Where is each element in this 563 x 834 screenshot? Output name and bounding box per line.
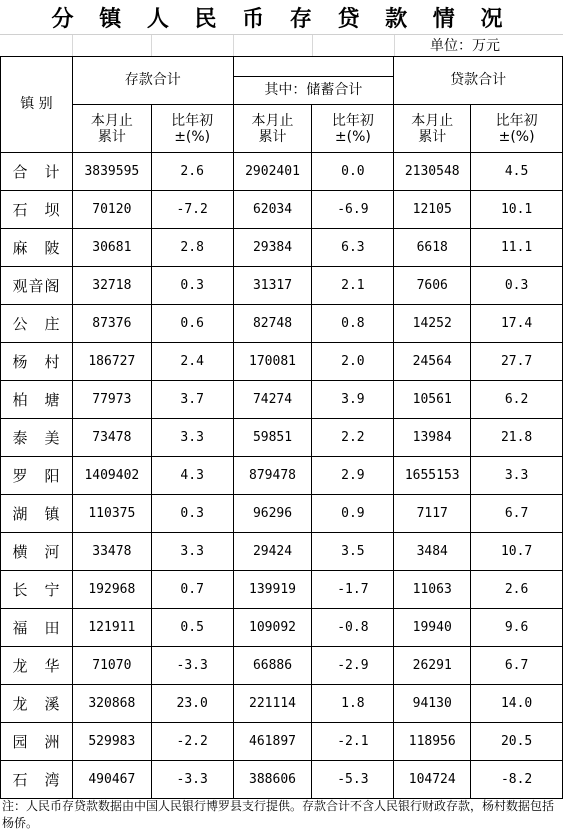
deposit-change-cell: 3.3 bbox=[151, 533, 233, 571]
loan-cell: 19940 bbox=[394, 609, 471, 647]
header-blank bbox=[233, 57, 394, 77]
deposit-change-cell: -2.2 bbox=[151, 723, 233, 761]
town-cell: 福 田 bbox=[1, 609, 73, 647]
header-sav-change: 比年初 ±(%) bbox=[312, 105, 394, 153]
loan-cell: 10561 bbox=[394, 381, 471, 419]
deposit-cell: 490467 bbox=[72, 761, 151, 799]
header-loan-total: 贷款合计 bbox=[394, 57, 563, 105]
savings-change-cell: -5.3 bbox=[312, 761, 394, 799]
town-cell: 合 计 bbox=[1, 153, 73, 191]
deposit-change-cell: 2.4 bbox=[151, 343, 233, 381]
deposit-change-cell: 3.3 bbox=[151, 419, 233, 457]
header-dep-change: 比年初 ±(%) bbox=[151, 105, 233, 153]
table-row bbox=[1, 761, 563, 799]
savings-change-cell: 2.2 bbox=[312, 419, 394, 457]
header-sav-cumulative: 本月止 累计 bbox=[233, 105, 312, 153]
deposit-change-cell: 0.5 bbox=[151, 609, 233, 647]
savings-change-cell: 3.9 bbox=[312, 381, 394, 419]
deposit-cell: 186727 bbox=[72, 343, 151, 381]
header-dep-cumulative: 本月止 累计 bbox=[72, 105, 151, 153]
savings-change-cell: 3.5 bbox=[312, 533, 394, 571]
savings-change-cell: 2.1 bbox=[312, 267, 394, 305]
header-loan-change: 比年初 ±(%) bbox=[471, 105, 563, 153]
deposit-cell: 192968 bbox=[72, 571, 151, 609]
loan-cell: 6618 bbox=[394, 229, 471, 267]
town-cell: 龙 华 bbox=[1, 647, 73, 685]
deposit-change-cell: 0.3 bbox=[151, 267, 233, 305]
town-cell: 罗 阳 bbox=[1, 457, 73, 495]
header-deposit-total: 存款合计 bbox=[72, 57, 233, 105]
loan-change-cell: 6.2 bbox=[471, 381, 563, 419]
deposit-cell: 320868 bbox=[72, 685, 151, 723]
savings-cell: 461897 bbox=[233, 723, 312, 761]
loan-cell: 94130 bbox=[394, 685, 471, 723]
loan-change-cell: 14.0 bbox=[471, 685, 563, 723]
deposit-change-cell: -7.2 bbox=[151, 191, 233, 229]
savings-change-cell: 6.3 bbox=[312, 229, 394, 267]
town-cell: 柏 塘 bbox=[1, 381, 73, 419]
loan-cell: 11063 bbox=[394, 571, 471, 609]
table-row bbox=[1, 153, 563, 191]
deposit-cell: 77973 bbox=[72, 381, 151, 419]
loan-change-cell: 11.1 bbox=[471, 229, 563, 267]
loan-change-cell: 3.3 bbox=[471, 457, 563, 495]
town-cell: 观音阁 bbox=[1, 267, 73, 305]
table-row bbox=[1, 533, 563, 571]
savings-change-cell: -6.9 bbox=[312, 191, 394, 229]
loan-change-cell: 20.5 bbox=[471, 723, 563, 761]
town-cell: 横 河 bbox=[1, 533, 73, 571]
loan-change-cell: 17.4 bbox=[471, 305, 563, 343]
deposit-change-cell: -3.3 bbox=[151, 647, 233, 685]
table-row bbox=[1, 571, 563, 609]
savings-cell: 31317 bbox=[233, 267, 312, 305]
savings-change-cell: -1.7 bbox=[312, 571, 394, 609]
deposit-change-cell: 3.7 bbox=[151, 381, 233, 419]
savings-cell: 2902401 bbox=[233, 153, 312, 191]
data-table bbox=[0, 56, 563, 799]
loan-cell: 7606 bbox=[394, 267, 471, 305]
table-row bbox=[1, 647, 563, 685]
savings-cell: 82748 bbox=[233, 305, 312, 343]
savings-change-cell: -0.8 bbox=[312, 609, 394, 647]
savings-change-cell: 0.0 bbox=[312, 153, 394, 191]
deposit-change-cell: 4.3 bbox=[151, 457, 233, 495]
loan-cell: 14252 bbox=[394, 305, 471, 343]
savings-cell: 74274 bbox=[233, 381, 312, 419]
loan-change-cell: 4.5 bbox=[471, 153, 563, 191]
header-row-3 bbox=[1, 105, 563, 153]
table-row bbox=[1, 495, 563, 533]
deposit-change-cell: 2.6 bbox=[151, 153, 233, 191]
deposit-cell: 87376 bbox=[72, 305, 151, 343]
savings-cell: 221114 bbox=[233, 685, 312, 723]
town-cell: 龙 溪 bbox=[1, 685, 73, 723]
deposit-cell: 71070 bbox=[72, 647, 151, 685]
deposit-cell: 1409402 bbox=[72, 457, 151, 495]
savings-change-cell: 0.8 bbox=[312, 305, 394, 343]
loan-cell: 13984 bbox=[394, 419, 471, 457]
deposit-cell: 32718 bbox=[72, 267, 151, 305]
town-cell: 园 洲 bbox=[1, 723, 73, 761]
savings-change-cell: 2.0 bbox=[312, 343, 394, 381]
savings-cell: 29424 bbox=[233, 533, 312, 571]
loan-change-cell: 27.7 bbox=[471, 343, 563, 381]
savings-cell: 59851 bbox=[233, 419, 312, 457]
table-row bbox=[1, 419, 563, 457]
loan-cell: 24564 bbox=[394, 343, 471, 381]
town-cell: 湖 镇 bbox=[1, 495, 73, 533]
deposit-cell: 121911 bbox=[72, 609, 151, 647]
loan-change-cell: 2.6 bbox=[471, 571, 563, 609]
deposit-cell: 30681 bbox=[72, 229, 151, 267]
loan-change-cell: -8.2 bbox=[471, 761, 563, 799]
deposit-change-cell: 23.0 bbox=[151, 685, 233, 723]
unit-label: 单位：万元 bbox=[430, 38, 500, 54]
loan-cell: 26291 bbox=[394, 647, 471, 685]
table-row bbox=[1, 685, 563, 723]
table-row bbox=[1, 723, 563, 761]
loan-change-cell: 9.6 bbox=[471, 609, 563, 647]
savings-cell: 388606 bbox=[233, 761, 312, 799]
loan-cell: 2130548 bbox=[394, 153, 471, 191]
deposit-change-cell: 0.6 bbox=[151, 305, 233, 343]
savings-change-cell: 1.8 bbox=[312, 685, 394, 723]
town-cell: 石 坝 bbox=[1, 191, 73, 229]
table-row bbox=[1, 457, 563, 495]
page-title: 分 镇 人 民 币 存 贷 款 情 况 bbox=[51, 6, 512, 32]
loan-cell: 104724 bbox=[394, 761, 471, 799]
savings-change-cell: -2.9 bbox=[312, 647, 394, 685]
savings-cell: 62034 bbox=[233, 191, 312, 229]
town-cell: 长 宁 bbox=[1, 571, 73, 609]
header-savings-total: 其中：储蓄合计 bbox=[233, 77, 394, 105]
deposit-change-cell: 2.8 bbox=[151, 229, 233, 267]
table-row bbox=[1, 609, 563, 647]
savings-change-cell: 2.9 bbox=[312, 457, 394, 495]
savings-cell: 109092 bbox=[233, 609, 312, 647]
table-row bbox=[1, 343, 563, 381]
table-row bbox=[1, 381, 563, 419]
town-cell: 石 湾 bbox=[1, 761, 73, 799]
savings-cell: 66886 bbox=[233, 647, 312, 685]
savings-cell: 879478 bbox=[233, 457, 312, 495]
loan-change-cell: 10.1 bbox=[471, 191, 563, 229]
loan-cell: 12105 bbox=[394, 191, 471, 229]
savings-change-cell: 0.9 bbox=[312, 495, 394, 533]
savings-change-cell: -2.1 bbox=[312, 723, 394, 761]
deposit-cell: 70120 bbox=[72, 191, 151, 229]
savings-cell: 139919 bbox=[233, 571, 312, 609]
table-row bbox=[1, 229, 563, 267]
savings-cell: 29384 bbox=[233, 229, 312, 267]
table-row bbox=[1, 191, 563, 229]
table-row bbox=[1, 305, 563, 343]
savings-cell: 170081 bbox=[233, 343, 312, 381]
header-loan-cumulative: 本月止 累计 bbox=[394, 105, 471, 153]
deposit-cell: 33478 bbox=[72, 533, 151, 571]
deposit-cell: 529983 bbox=[72, 723, 151, 761]
loan-change-cell: 6.7 bbox=[471, 495, 563, 533]
loan-cell: 118956 bbox=[394, 723, 471, 761]
deposit-cell: 73478 bbox=[72, 419, 151, 457]
loan-cell: 3484 bbox=[394, 533, 471, 571]
deposit-change-cell: 0.3 bbox=[151, 495, 233, 533]
deposit-cell: 3839595 bbox=[72, 153, 151, 191]
loan-change-cell: 21.8 bbox=[471, 419, 563, 457]
table-row bbox=[1, 267, 563, 305]
deposit-cell: 110375 bbox=[72, 495, 151, 533]
town-cell: 泰 美 bbox=[1, 419, 73, 457]
loan-cell: 1655153 bbox=[394, 457, 471, 495]
header-town: 镇 别 bbox=[1, 57, 73, 153]
town-cell: 麻 陂 bbox=[1, 229, 73, 267]
loan-cell: 7117 bbox=[394, 495, 471, 533]
deposit-change-cell: -3.3 bbox=[151, 761, 233, 799]
header-row-1 bbox=[1, 57, 563, 77]
town-cell: 公 庄 bbox=[1, 305, 73, 343]
footnote: 注：人民币存贷款数据由中国人民银行博罗县支行提供。存款合计不含人民银行财政存款，杨村数据包括杨侨。 bbox=[2, 799, 555, 830]
loan-change-cell: 6.7 bbox=[471, 647, 563, 685]
deposit-change-cell: 0.7 bbox=[151, 571, 233, 609]
savings-cell: 96296 bbox=[233, 495, 312, 533]
loan-change-cell: 0.3 bbox=[471, 267, 563, 305]
loan-change-cell: 10.7 bbox=[471, 533, 563, 571]
town-cell: 杨 村 bbox=[1, 343, 73, 381]
